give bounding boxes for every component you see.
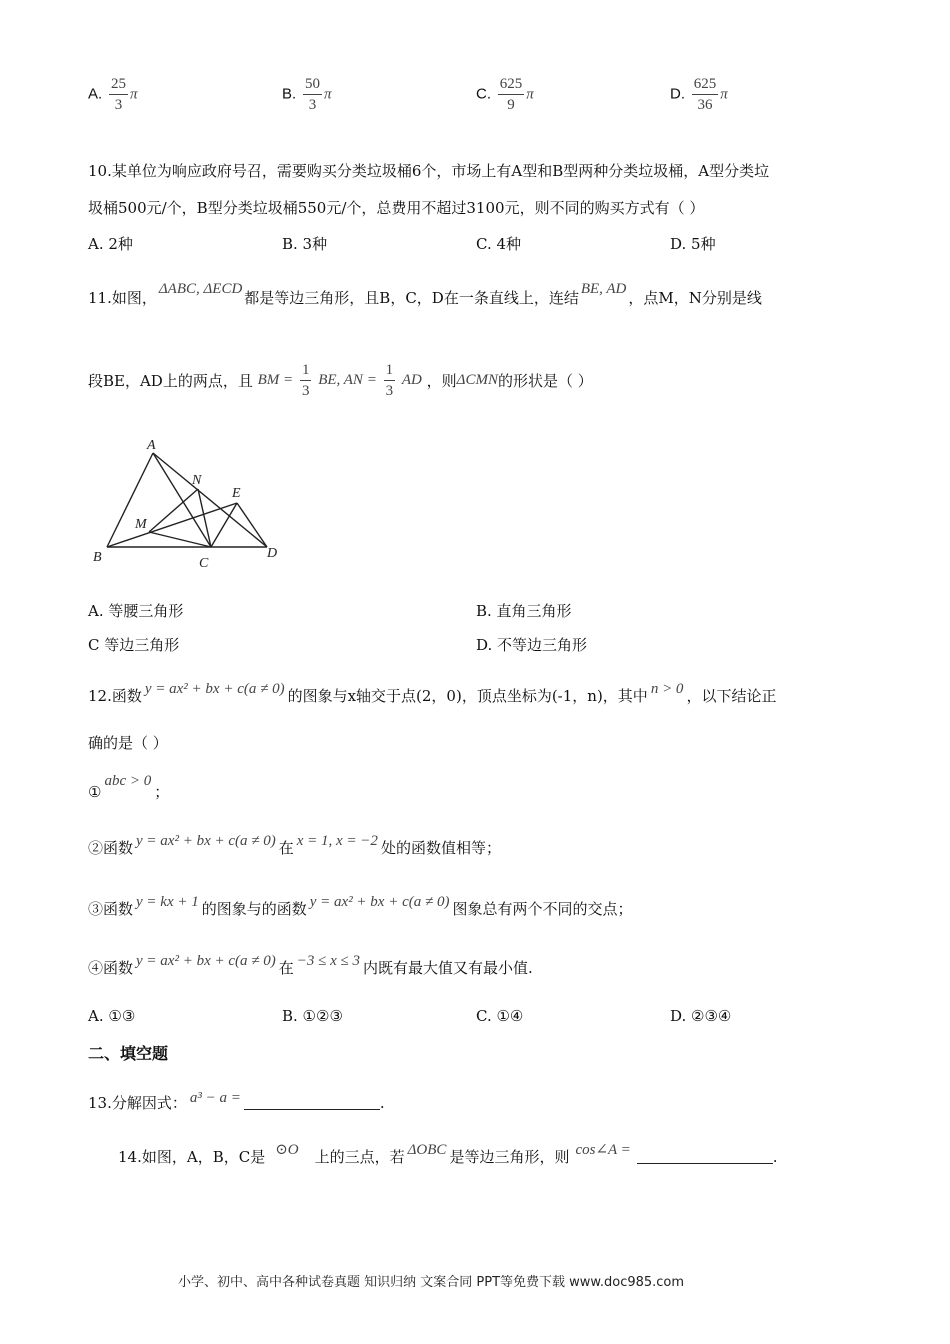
q10-option-b: B. 3种 [282, 235, 328, 253]
q12-statement-2 [88, 831, 501, 858]
q12-text: ④函数 [88, 959, 134, 977]
q12-option-d: D. ②③④ [670, 1007, 732, 1025]
math-cos-a: cos∠A = [575, 1142, 631, 1158]
q14-text: 14.如图，A，B，C是 [118, 1148, 266, 1166]
option-label: D. [670, 85, 685, 103]
pi-symbol: π [526, 86, 534, 103]
q12-option-b: B. ①②③ [282, 1007, 343, 1025]
label-d: D [267, 546, 278, 561]
q12-statement-1 [88, 771, 169, 802]
denominator: 9 [507, 97, 515, 113]
q10-option-c: C. 4种 [476, 235, 522, 253]
q12-text: ； [154, 783, 170, 801]
q11-option-d: D. 不等边三角形 [476, 636, 588, 654]
denominator: 3 [114, 97, 123, 113]
fraction [498, 74, 525, 115]
numerator: 625 [498, 74, 525, 95]
q12-text: 内既有最大值又有最小值. [363, 959, 533, 977]
label-c: C [199, 556, 209, 571]
q11-text: ，点M，N分别是线 [628, 289, 762, 307]
section-title-fill-in: 二、填空题 [88, 1044, 169, 1063]
math-triangle-obc: ΔOBC [407, 1142, 447, 1158]
label-n: N [192, 473, 202, 488]
numerator: 50 [303, 74, 322, 95]
fraction-one-third [300, 360, 312, 401]
q12-line1 [88, 681, 776, 706]
numerator: 1 [384, 360, 396, 381]
q12-text: ，以下结论正 [686, 687, 777, 705]
footer-text: 小学、初中、高中各种试卷真题 知识归纳 文案合同 PPT等免费下载 www.doc985.com [178, 1275, 685, 1290]
q9-option-c [476, 74, 534, 115]
q12-statement-3 [88, 892, 632, 919]
math-bm: BM = [257, 372, 294, 388]
fraction [109, 74, 128, 115]
label-m: M [135, 517, 147, 532]
q12-text: ②函数 [88, 839, 134, 857]
q11-line2 [88, 360, 593, 401]
q12-text: 处的函数值相等； [380, 839, 501, 857]
quadratic-function: y = ax² + bx + c(a ≠ 0) [309, 894, 450, 910]
q13-text: 13.分解因式： [88, 1094, 187, 1112]
q12-text: ③函数 [88, 900, 134, 918]
q11-triangle-figure [85, 435, 285, 575]
label-b: B [93, 550, 102, 565]
denominator: 36 [697, 97, 713, 113]
q12-text: 在 [278, 839, 294, 857]
label-a: A [147, 438, 156, 453]
pi-symbol: π [323, 86, 332, 103]
numerator: 625 [692, 74, 719, 95]
q12-text: 的图象与x轴交于点(2，0)，顶点坐标为(-1，n)，其中 [287, 687, 648, 705]
pi-symbol: π [129, 86, 138, 103]
q11-text: 的形状是（ ） [497, 372, 593, 390]
q11-triangles: ΔABC, ΔECD [158, 281, 243, 297]
option-label: A. [88, 85, 103, 103]
math-interval: −3 ≤ x ≤ 3 [296, 953, 360, 969]
q10-option-a: A. 2种 [88, 235, 133, 253]
math-circle-o: ⊙O [275, 1142, 299, 1158]
q11-segments: BE, AD [580, 281, 627, 297]
q11-text: 段BE，AD上的两点，且 [88, 372, 253, 390]
q13 [88, 1088, 385, 1113]
q11-text: 都是等边三角形，且B，C，D在一条直线上，连结 [244, 289, 579, 307]
q11-text: 11.如图， [88, 289, 157, 307]
answer-blank[interactable] [244, 1095, 380, 1110]
q11-option-c: C 等边三角形 [88, 636, 180, 654]
denominator: 3 [308, 97, 317, 113]
fraction-one-third [384, 360, 396, 401]
quadratic-function: y = ax² + bx + c(a ≠ 0) [136, 953, 276, 969]
q10-option-d: D. 5种 [670, 235, 716, 253]
q12-option-a: A. ①③ [88, 1007, 136, 1025]
q9-option-b [282, 74, 331, 115]
q12-text: 的图象与的函数 [201, 900, 307, 918]
math-factor: a³ − a = [189, 1090, 241, 1106]
circled-number: ① [88, 783, 102, 801]
q11-option-a: A. 等腰三角形 [88, 602, 184, 620]
quadratic-function: y = ax² + bx + c(a ≠ 0) [144, 681, 285, 697]
q13-text: . [379, 1094, 385, 1112]
math-x-values: x = 1, x = −2 [296, 833, 378, 849]
linear-function: y = kx + 1 [136, 894, 199, 910]
math-be-an: BE, AN = [318, 372, 377, 388]
q10-line2: 圾桶500元/个，B型分类垃圾桶550元/个，总费用不超过3100元，则不同的购买方式有（ ） [88, 199, 705, 217]
numerator: 1 [300, 360, 312, 381]
option-label: C. [476, 85, 491, 103]
answer-blank[interactable] [637, 1149, 773, 1164]
q11-line1 [88, 281, 762, 308]
q11-text: ，则 [426, 372, 457, 390]
q14 [118, 1140, 778, 1167]
q14-text: 是等边三角形，则 [449, 1148, 570, 1166]
q12-text: 图象总有两个不同的交点； [452, 900, 633, 918]
q12-line2: 确的是（ ） [88, 734, 168, 752]
q9-option-a [88, 74, 137, 115]
math-cmn: ΔCMN [456, 372, 498, 388]
q12-statement-4 [88, 951, 533, 978]
pi-symbol: π [720, 86, 728, 103]
denominator: 3 [301, 383, 310, 399]
q11-option-b: B. 直角三角形 [476, 602, 572, 620]
quadratic-function: y = ax² + bx + c(a ≠ 0) [136, 833, 276, 849]
fraction [692, 74, 719, 115]
fraction [303, 74, 322, 115]
q12-text: 在 [278, 959, 294, 977]
math-ad: AD [401, 372, 422, 388]
math-abc: abc > 0 [104, 773, 152, 789]
q12-text: 12.函数 [88, 687, 142, 705]
numerator: 25 [109, 74, 128, 95]
q14-text: . [772, 1148, 778, 1166]
q9-option-d [670, 74, 728, 115]
q14-text: 上的三点，若 [314, 1148, 405, 1166]
option-label: B. [282, 85, 297, 103]
denominator: 3 [385, 383, 394, 399]
condition-n: n > 0 [650, 681, 684, 697]
label-e: E [232, 486, 241, 501]
q12-option-c: C. ①④ [476, 1007, 524, 1025]
q10-line1: 10.某单位为响应政府号召，需要购买分类垃圾桶6个，市场上有A型和B型两种分类垃圾桶，A型分类垃 [88, 162, 770, 180]
